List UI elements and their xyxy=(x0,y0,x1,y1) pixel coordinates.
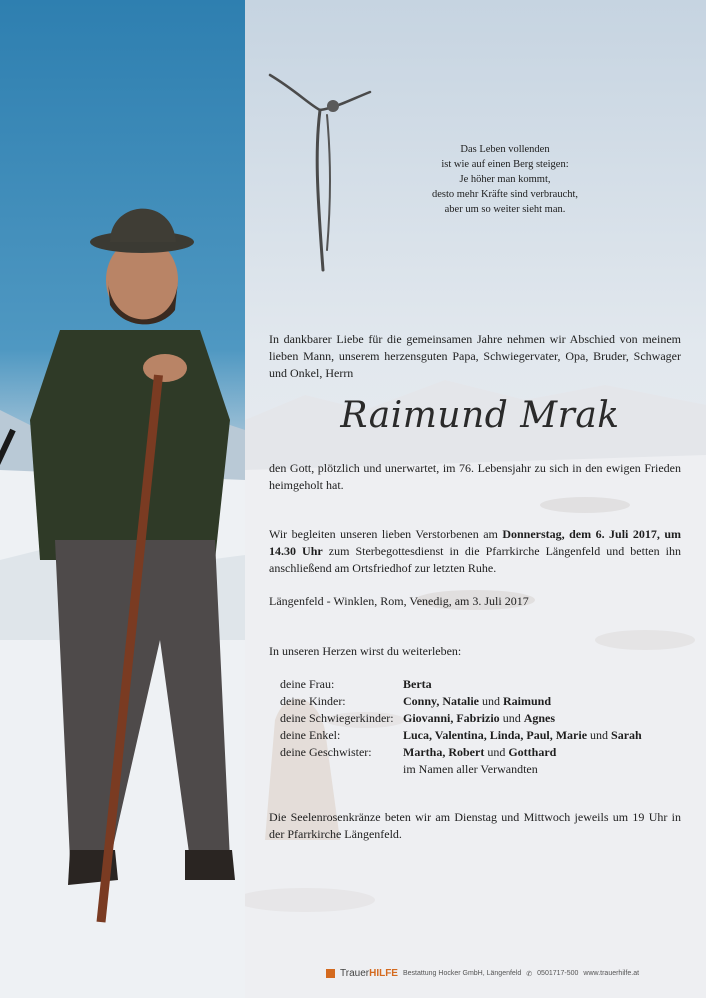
survivor-name: Gotthard xyxy=(508,745,557,759)
brand-part-a: Trauer xyxy=(340,968,370,979)
survivor-label: deine Enkel: xyxy=(280,728,341,742)
poem-line: desto mehr Kräfte sind verbraucht, xyxy=(431,189,579,200)
footer xyxy=(326,968,639,979)
survivor-name: Agnes xyxy=(523,711,556,725)
survivor-name: Berta xyxy=(403,677,432,691)
conjunction: und xyxy=(499,711,524,725)
relatives-line: im Namen aller Verwandten xyxy=(403,762,538,776)
intro-paragraph: In dankbarer Liebe für die gemeinsamen Jahre nehmen wir Abschied von meinem lieben Mann, unserem herzensguten Papa, Schwiegervater, Opa, Bruder, Schwager und Onkel, Herrn xyxy=(269,332,681,380)
survivor-label: deine Kinder: xyxy=(280,694,346,708)
cross-figure-icon xyxy=(265,70,375,280)
service-text-1: Wir begleiten unseren lieben Verstorbenen am xyxy=(269,527,503,541)
deceased-name: Raimund Mrak xyxy=(340,395,620,436)
poem xyxy=(400,142,610,217)
company-name: Bestattung Hocker GmbH, Längenfeld xyxy=(402,970,522,977)
survivor-name: Conny, Natalie xyxy=(403,694,480,708)
after-name-paragraph: den Gott, plötzlich und unerwartet, im 76. Lebensjahr zu sich in den ewigen Frieden heimgeholt hat. xyxy=(269,461,681,492)
survivor-name: Sarah xyxy=(611,728,642,742)
hearts-line: In unseren Herzen wirst du weiterleben: xyxy=(269,644,462,658)
rosary-paragraph: Die Seelenrosenkränze beten wir am Dienstag und Mittwoch jeweils um 19 Uhr in der Pfarrkirche Längenfeld. xyxy=(269,810,681,841)
phone-number: 0501717-500 xyxy=(537,970,579,977)
place-and-date: Längenfeld - Winklen, Rom, Venedig, am 3. Juli 2017 xyxy=(269,594,529,608)
survivor-name: Luca, Valentina, Linda, Paul, Marie xyxy=(403,728,588,742)
survivor-label: deine Schwiegerkinder: xyxy=(280,711,394,725)
brand-part-b: HILFE xyxy=(369,968,398,979)
poem-line: ist wie auf einen Berg steigen: xyxy=(441,159,569,170)
survivor-label: deine Frau: xyxy=(280,677,335,691)
service-paragraph xyxy=(269,526,681,577)
conjunction: und xyxy=(479,694,504,708)
survivor-label: deine Geschwister: xyxy=(280,745,372,759)
brand-name xyxy=(340,968,398,979)
survivor-name: Raimund xyxy=(503,694,552,708)
poem-line: Das Leben vollenden xyxy=(460,144,550,155)
service-date: Donnerstag, dem 6. Juli 2017, um 14.30 Uhr xyxy=(269,527,681,558)
conjunction: und xyxy=(484,745,509,759)
conjunction: und xyxy=(587,728,612,742)
poem-line: Je höher man kommt, xyxy=(459,174,551,185)
trauerhilfe-logo-icon xyxy=(326,969,335,978)
survivor-name: Martha, Robert xyxy=(403,745,485,759)
portrait-photo xyxy=(0,0,245,998)
poem-line: aber um so weiter sieht man. xyxy=(444,204,566,215)
website: www.trauerhilfe.at xyxy=(583,970,640,977)
service-text-2: zum Sterbegottesdienst in die Pfarrkirche Längenfeld und betten ihn anschließend am Ortsfriedhof zur letzten Ruhe. xyxy=(269,544,682,575)
phone-icon: ✆ xyxy=(526,970,533,978)
survivor-name: Giovanni, Fabrizio xyxy=(403,711,500,725)
